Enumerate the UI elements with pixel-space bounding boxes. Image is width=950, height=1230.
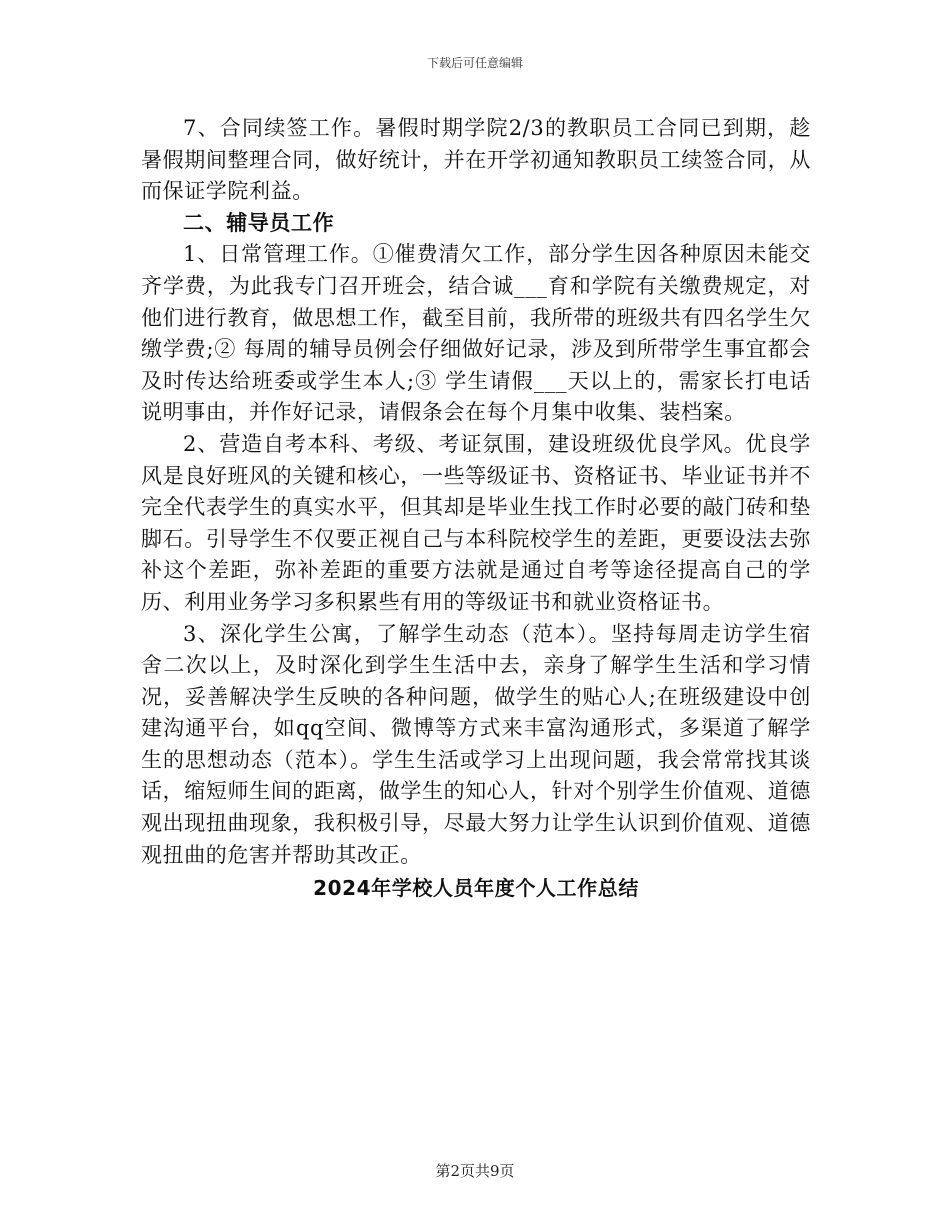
download-note: 下载后可任意编辑 — [426, 56, 523, 70]
paragraph-contract-renewal: 7、合同续签工作。暑假时期学院2/3的教职员工合同已到期，趁暑假期间整理合同，做好统计，并在开学初通知教职员工续签合同，从而保证学院利益。 — [141, 116, 811, 204]
document-body — [141, 113, 811, 905]
document-title: 2024年学校人员年度个人工作总结 — [313, 876, 639, 901]
paragraph-daily-management: 1、日常管理工作。①催费清欠工作，部分学生因各种原因未能交齐学费，为此我专门召开班会，结合诚___育和学院有关缴费规定，对他们进行教育，做思想工作，截至目前，我所带的班级共有四名学生欠缴学费;② 每周的辅导员例会仔细做好记录，涉及到所带学生事宜都会及时传达给班委或学生本人;③ 学生请假___天以上的，需家长打电话说明事由，并作好记录，请假条会在每个月集中收集、装档案。 — [141, 242, 811, 425]
paragraph-dormitory: 3、深化学生公寓，了解学生动态（范本）。坚持每周走访学生宿舍二次以上，及时深化到学生生活中去，亲身了解学生生活和学习情况，妥善解决学生反映的各种问题，做学生的贴心人;在班级建设中创建沟通平台，如qq空间、微博等方式来丰富沟通形式，多渠道了解学生的思想动态（范本）。学生生活或学习上出现问题，我会常常找其谈话，缩短师生间的距离，做学生的知心人，针对个别学生价值观、道德观出现扭曲现象，我积极引导，尽最大努力让学生认识到价值观、道德观扭曲的危害并帮助其改正。 — [141, 621, 811, 867]
paragraph-study-atmosphere: 2、营造自考本科、考级、考证氛围，建设班级优良学风。优良学风是良好班风的关键和核心，一些等级证书、资格证书、毕业证书并不完全代表学生的真实水平，但其却是毕业生找工作时必要的敲门砖和垫脚石。引导学生不仅要正视自己与本科院校学生的差距，更要设法去弥补这个差距，弥补差距的重要方法就是通过自考等途径提高自己的学历、利用业务学习多积累些有用的等级证书和就业资格证书。 — [141, 431, 811, 614]
page-number: 第2页共9页 — [435, 1162, 515, 1180]
section-heading-counselor: 二、辅导员工作 — [183, 210, 335, 235]
